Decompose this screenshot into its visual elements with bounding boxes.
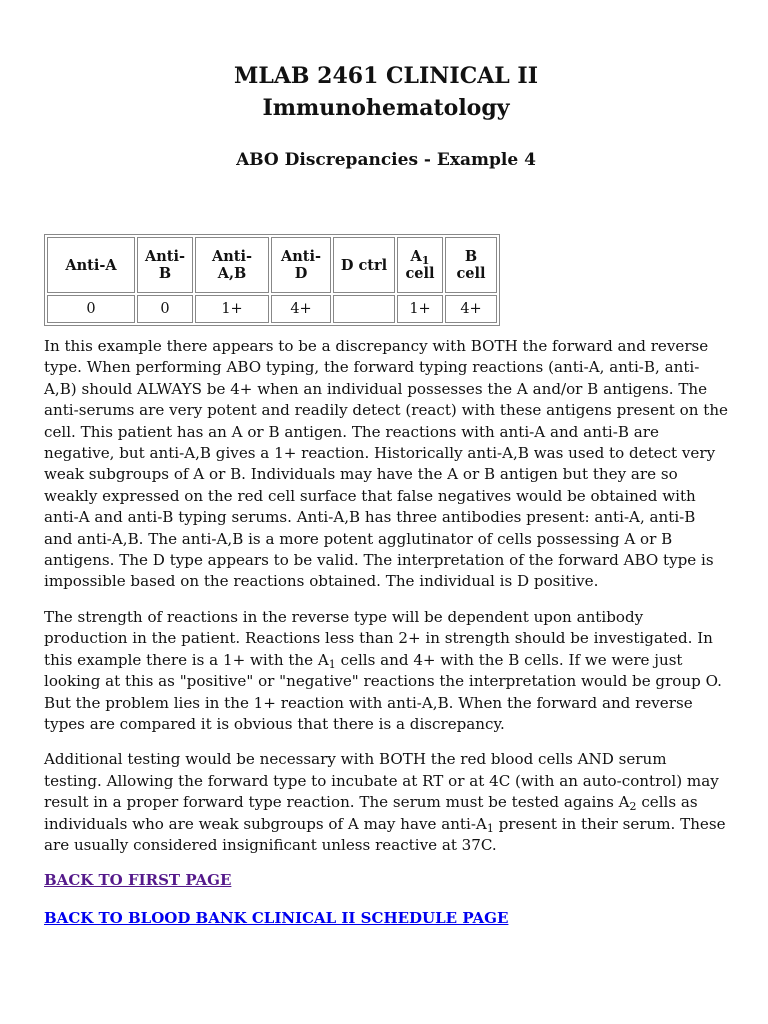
- cell-anti-ab: 1+: [195, 295, 269, 323]
- p3-text-3: present in their serum. These are usually considered insignificant unless reactive at 37C.: [44, 814, 726, 854]
- p2-subscript-1: 1: [328, 657, 336, 671]
- first-page-link-wrapper: [44, 870, 728, 891]
- cell-d-ctrl: [333, 295, 395, 323]
- back-to-first-page-link[interactable]: BACK TO FIRST PAGE: [44, 871, 232, 890]
- cell-a1-cell: 1+: [397, 295, 443, 323]
- a1-subscript: 1: [421, 254, 430, 267]
- header-anti-d: Anti-D: [271, 237, 331, 293]
- back-to-schedule-page-link[interactable]: BACK TO BLOOD BANK CLINICAL II SCHEDULE PAGE: [44, 908, 509, 927]
- reaction-table: [44, 234, 500, 326]
- table-header-row: [47, 237, 497, 293]
- paragraph-forward-type: In this example there appears to be a discrepancy with BOTH the forward and reverse type. When performing ABO typing, the forward typing reactions (anti-A, anti-B, anti-A,B) should ALWAYS be 4+ when an individual possesses the A and/or B antigens. The anti-serums are very potent and readily detect (react) with these antigens present on the cell. This patient has an A or B antigen. The reactions with anti-A and anti-B are negative, but anti-A,B gives a 1+ reaction. Historically anti-A,B was used to detect very weak subgroups of A or B. Individuals may have the A or B antigen but they are so weakly expressed on the red cell surface that false negatives would be obtained with anti-A and anti-B typing serums. Anti-A,B has three antibodies present: anti-A, anti-B and anti-A,B. The anti-A,B is a more potent agglutinator of cells possessing A or B antigens. The D type appears to be valid. The interpretation of the forward ABO type is impossible based on the reactions obtained. The individual is D positive.: [44, 337, 728, 591]
- header-d-ctrl: D ctrl: [333, 237, 395, 293]
- header-a1-cell: [397, 237, 443, 293]
- schedule-link-wrapper: [44, 908, 728, 929]
- page-title: [44, 60, 728, 124]
- paragraph-reverse-type: [44, 607, 728, 735]
- p2-text-2: cells and 4+ with the B cells. If we were just looking at this as "positive" or "negative" reactions the interpretation would be group O. But the problem lies in the 1+ reaction with anti-A,B. When the forward and reverse types are compared it is obvious that there is a discrepancy.: [44, 650, 722, 733]
- a1-cell-label: cell: [405, 265, 435, 282]
- p3-subscript-1: 2: [629, 800, 637, 814]
- paragraph-additional-testing: [44, 749, 728, 856]
- header-anti-b: Anti-B: [137, 237, 193, 293]
- cell-anti-a: 0: [47, 295, 135, 323]
- header-b-cell: B cell: [445, 237, 497, 293]
- header-anti-a: Anti-A: [47, 237, 135, 293]
- header-anti-ab: Anti-A,B: [195, 237, 269, 293]
- p3-text-2: cells as individuals who are weak subgroups of A may have anti-A: [44, 793, 698, 833]
- table-row: [47, 295, 497, 323]
- subject-title: Immunohematology: [262, 95, 510, 121]
- cell-b-cell: 4+: [445, 295, 497, 323]
- p3-text-1: Additional testing would be necessary with BOTH the red blood cells AND serum testing. Allowing the forward type to incubate at RT or at 4C (with an auto-control) may result in a proper forward type reaction. The serum must be tested agains A: [44, 750, 719, 812]
- p2-text-1: The strength of reactions in the reverse type will be dependent upon antibody production in the patient. Reactions less than 2+ in strength should be investigated. In this example there is a 1+ with the A: [44, 607, 713, 669]
- cell-anti-d: 4+: [271, 295, 331, 323]
- p3-subscript-2: 1: [486, 821, 494, 835]
- cell-anti-b: 0: [137, 295, 193, 323]
- course-title: MLAB 2461 CLINICAL II: [234, 63, 538, 89]
- a1-label: A: [410, 248, 422, 265]
- example-subtitle: ABO Discrepancies - Example 4: [236, 150, 536, 170]
